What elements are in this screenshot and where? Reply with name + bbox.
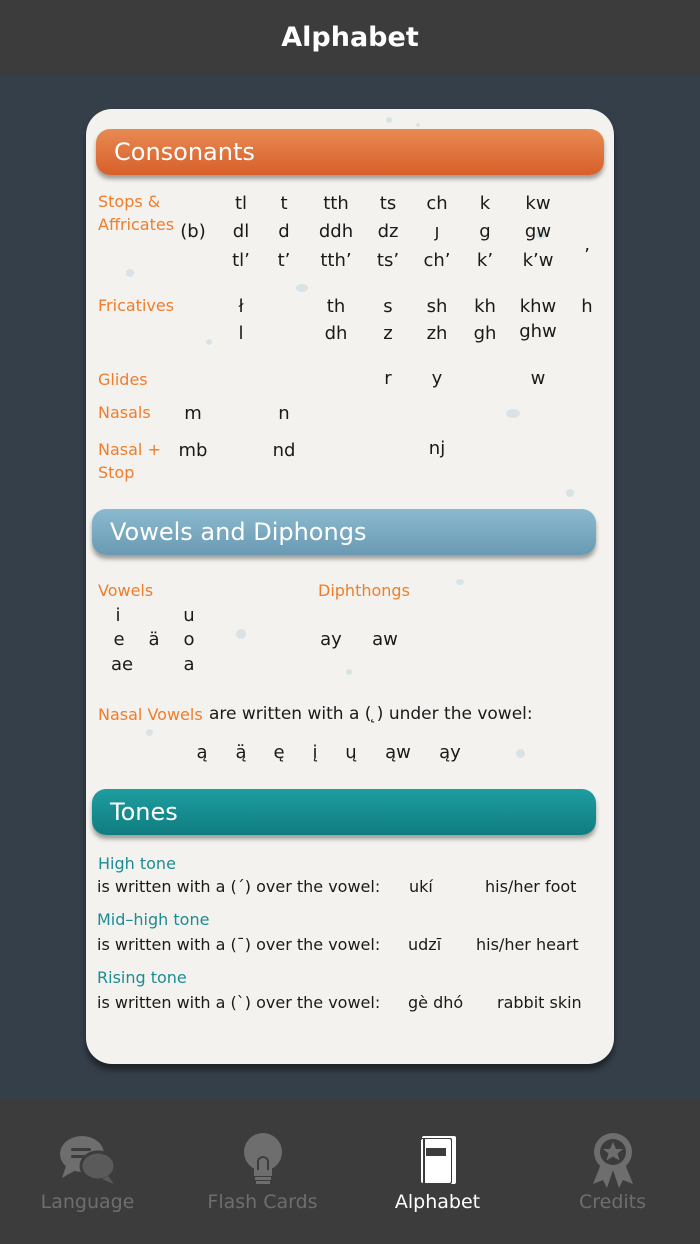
nasal-stop-label-line1: Nasal + [98,440,161,459]
consonants-banner: Consonants [96,129,604,175]
tab-alphabet[interactable] [350,1099,525,1244]
letter-ghw: ghw [519,321,557,342]
letter-glottal-stop: ’ [584,245,590,266]
nasal-vowels-label: Nasal Vowels [98,705,203,724]
letter-k-glottal: k’ [476,250,494,271]
tone-high-desc: is written with a (´) over the vowel: [97,877,381,896]
tab-flash-cards-label: Flash Cards [207,1191,318,1213]
vowel-e: e [113,629,125,650]
vowel-u: u [183,605,195,626]
letter-nj: nj [428,438,446,459]
letter-r: r [384,368,392,389]
letter-gw: gw [524,221,552,242]
tone-high-meaning: his/her foot [485,877,577,896]
tab-credits-label: Credits [578,1191,647,1213]
glides-label: Glides [98,370,148,389]
tab-language[interactable] [0,1099,175,1244]
vowel-a-umlaut: ä [148,629,160,650]
letter-w: w [530,368,546,389]
letter-tl-glottal: tl’ [232,250,250,271]
letter-dh: dh [324,323,348,344]
letter-sh: sh [426,296,448,317]
nasal-e: ę [273,742,285,763]
diphthongs-label: Diphthongs [318,581,410,600]
letter-j: ȷ [434,221,440,242]
page-title: Alphabet [0,0,700,75]
letter-zh: zh [426,323,448,344]
tone-high-example: ukí [409,877,433,896]
vowel-ae: ae [110,654,134,675]
letter-nd: nd [272,440,296,461]
letter-t: t [280,193,288,214]
letter-b: (b) [180,221,206,242]
letter-d: d [278,221,290,242]
letter-tth: tth [323,193,349,214]
letter-gh: gh [473,323,497,344]
chat-bubbles-icon [58,1134,118,1186]
letter-y: y [431,368,443,389]
tone-midhigh-desc: is written with a (¯) over the vowel: [97,935,381,954]
letter-tl: tl [234,193,248,214]
letter-g: g [479,221,491,242]
vowel-a: a [183,654,195,675]
letter-dl: dl [232,221,250,242]
letter-z: z [383,323,393,344]
nasal-stop-label [98,438,161,484]
tones-banner: Tones [92,789,596,835]
letter-n: n [278,403,290,424]
letter-m: m [184,403,202,424]
stops-label-line2: Affricates [98,215,175,234]
nasal-a-umlaut: ą̈ [235,742,247,763]
nasal-i: į [312,742,318,763]
nasal-aw: ąw [385,742,411,763]
letter-ch: ch [426,193,448,214]
letter-h: h [581,296,593,317]
lightbulb-icon [241,1132,285,1188]
letter-t-glottal: t’ [277,250,291,271]
vowel-i: i [115,605,121,626]
tone-midhigh-example: udzī [408,935,442,954]
nasal-u: ų [345,742,357,763]
book-icon [418,1134,458,1186]
tab-credits[interactable] [525,1099,700,1244]
tone-rising-name: Rising tone [97,968,187,987]
tone-rising-desc: is written with a (`) over the vowel: [97,993,381,1012]
tone-rising-example: gè dhó [408,993,464,1012]
stops-label [98,190,174,236]
letter-kh: kh [474,296,496,317]
letter-khw: khw [519,296,557,317]
letter-kw-glottal: k’w [522,250,554,271]
tone-midhigh-name: Mid–high tone [97,910,210,929]
tone-midhigh-meaning: his/her heart [476,935,579,954]
letter-kw: kw [525,193,551,214]
letter-ddh: ddh [318,221,354,242]
diphthong-aw: aw [372,629,398,650]
nasal-vowels-text: are written with a ( ̨) under the vowel: [209,704,533,724]
fricatives-label: Fricatives [98,296,175,315]
nasals-label: Nasals [98,403,151,422]
vowel-o: o [183,629,195,650]
tone-high-name: High tone [98,854,176,873]
diphthong-ay: ay [320,629,342,650]
nasal-stop-label-line2: Stop [98,463,135,482]
stops-label-line1: Stops & [98,192,161,211]
award-badge-icon [589,1132,637,1188]
letter-ts: ts [379,193,397,214]
letter-k: k [479,193,491,214]
letter-s: s [383,296,393,317]
letter-dz: dz [377,221,399,242]
vowels-banner: Vowels and Diphongs [92,509,596,555]
alphabet-card [86,109,614,1064]
letter-th: th [326,296,346,317]
letter-ch-glottal: ch’ [423,250,451,271]
nasal-a: ą [196,742,208,763]
nasal-ay: ąy [439,742,461,763]
letter-barred-l: ł [238,296,244,317]
letter-l: l [238,323,244,344]
tab-flash-cards[interactable] [175,1099,350,1244]
letter-ts-glottal: ts’ [376,250,400,271]
letter-tth-glottal: tth’ [320,250,352,271]
tab-language-label: Language [40,1191,135,1213]
letter-mb: mb [178,440,208,461]
vowels-label: Vowels [98,581,154,600]
tone-rising-meaning: rabbit skin [497,993,582,1012]
tab-alphabet-label: Alphabet [394,1191,481,1213]
